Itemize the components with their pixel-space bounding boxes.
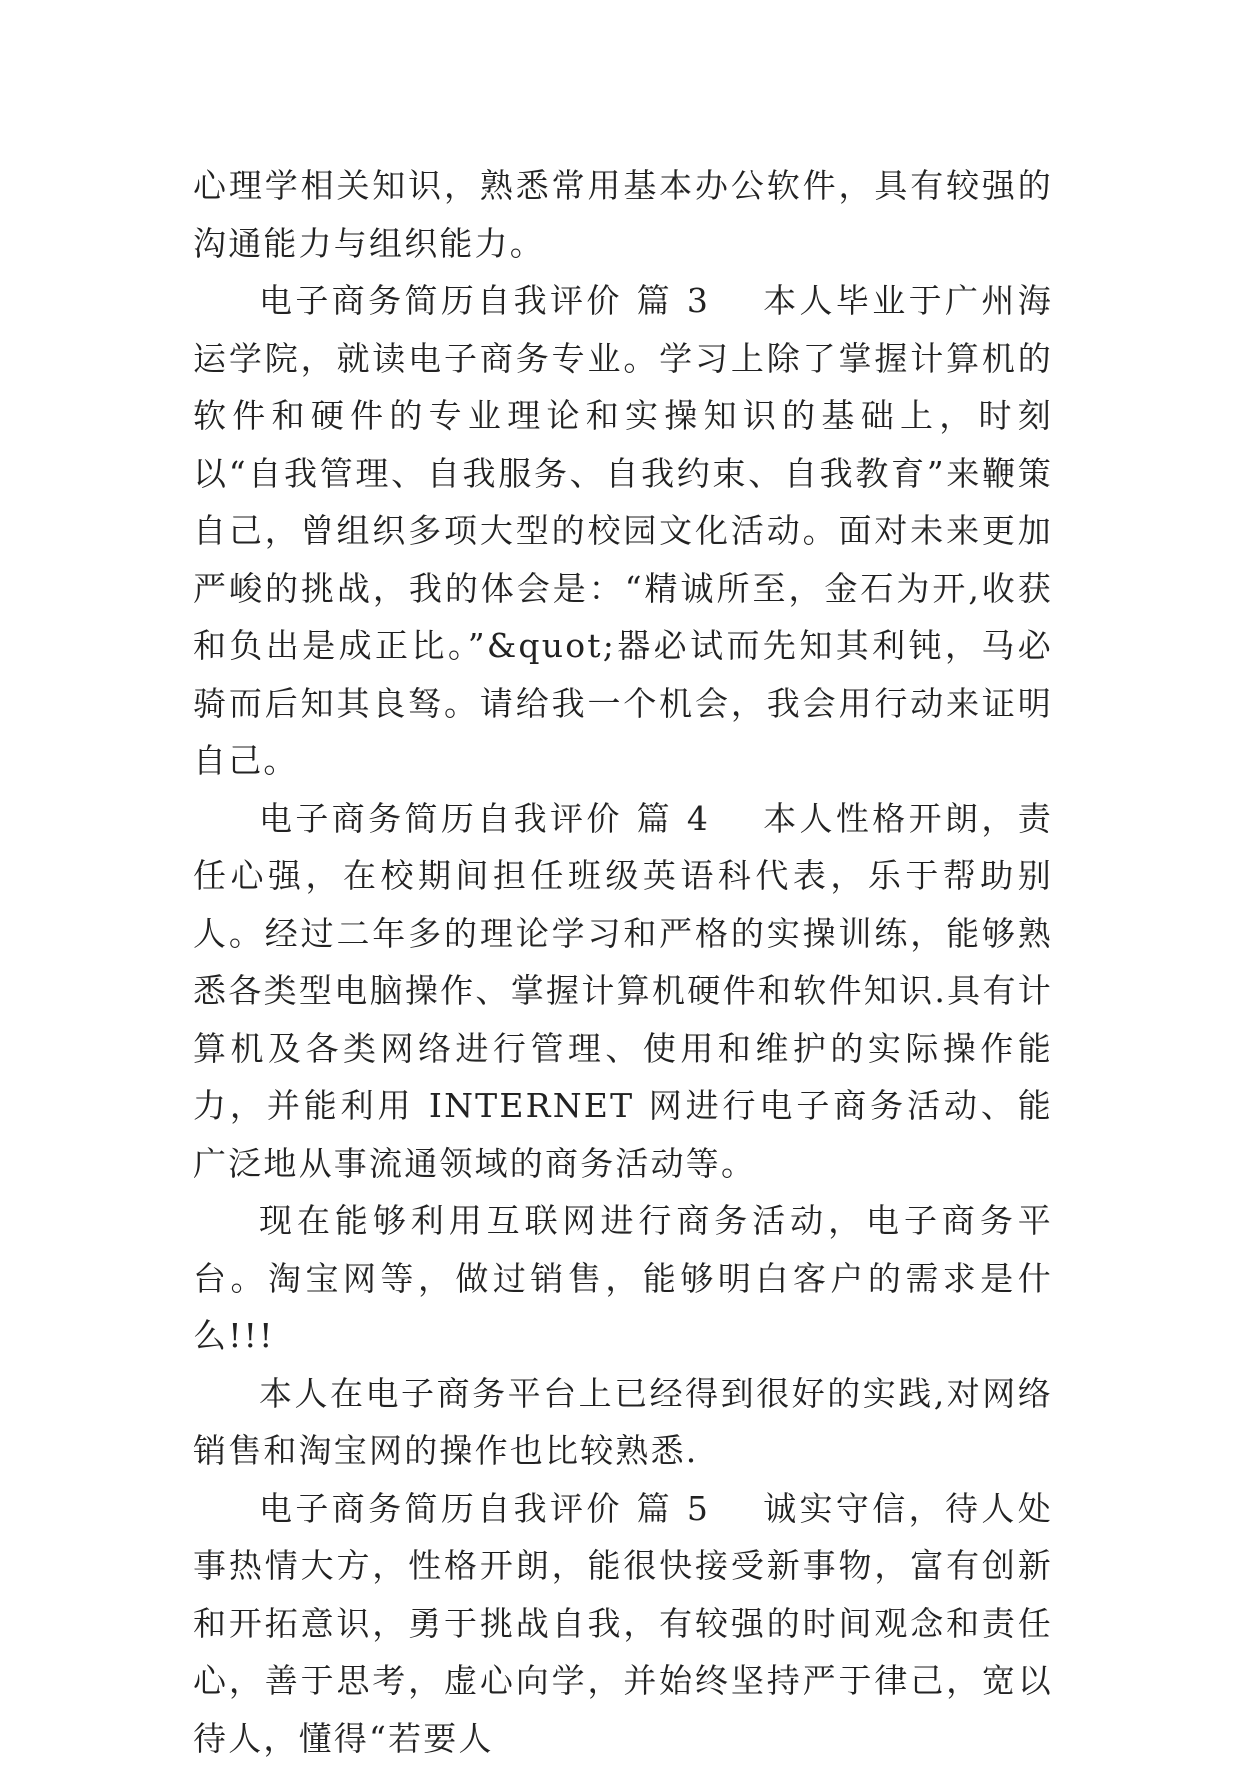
section-heading: 电子商务简历自我评价 篇 3	[259, 281, 710, 320]
paragraph-text: 本人性格开朗，责任心强，在校期间担任班级英语科代表，乐于帮助别人。经过二年多的理论学习和严格的实操训练，能够熟悉各类型电脑操作、掌握计算机硬件和软件知识.具有计算机及各类网络进行管理、使用和维护的实际操作能力，并能利用 INTERNET 网进行电子商务活动、能广泛地从事流通领域的商务活动等。	[193, 799, 1053, 1183]
section-heading: 电子商务简历自我评价 篇 5	[259, 1489, 710, 1528]
paragraph-section-3	[193, 272, 1053, 790]
paragraph-platform	[193, 1192, 1053, 1365]
paragraph-text: 心理学相关知识，熟悉常用基本办公软件，具有较强的沟通能力与组织能力。	[193, 166, 1053, 263]
paragraph-text: 诚实守信，待人处事热情大方，性格开朗，能很快接受新事物，富有创新和开拓意识，勇于挑战自我，有较强的时间观念和责任心，善于思考，虚心向学，并始终坚持严于律己，宽以待人，懂得“若要人	[193, 1489, 1053, 1758]
paragraph-practice	[193, 1365, 1053, 1480]
paragraph-section-4	[193, 790, 1053, 1193]
paragraph-text: 现在能够利用互联网进行商务活动，电子商务平台。淘宝网等，做过销售，能够明白客户的需求是什么!!!	[193, 1201, 1053, 1355]
document-body	[193, 157, 1053, 1767]
paragraph-text: 本人在电子商务平台上已经得到很好的实践,对网络销售和淘宝网的操作也比较熟悉.	[193, 1374, 1053, 1471]
paragraph-section-5	[193, 1480, 1053, 1767]
paragraph-text: 本人毕业于广州海运学院，就读电子商务专业。学习上除了掌握计算机的软件和硬件的专业理论和实操知识的基础上，时刻以“自我管理、自我服务、自我约束、自我教育”来鞭策自己，曾组织多项大型的校园文化活动。面对未来更加严峻的挑战，我的体会是：“精诚所至，金石为开,收获和负出是成正比。”&quot;器必试而先知其利钝，马必骑而后知其良驽。请给我一个机会，我会用行动来证明自己。	[193, 281, 1053, 780]
section-heading: 电子商务简历自我评价 篇 4	[259, 799, 710, 838]
paragraph-continuation	[193, 157, 1053, 272]
